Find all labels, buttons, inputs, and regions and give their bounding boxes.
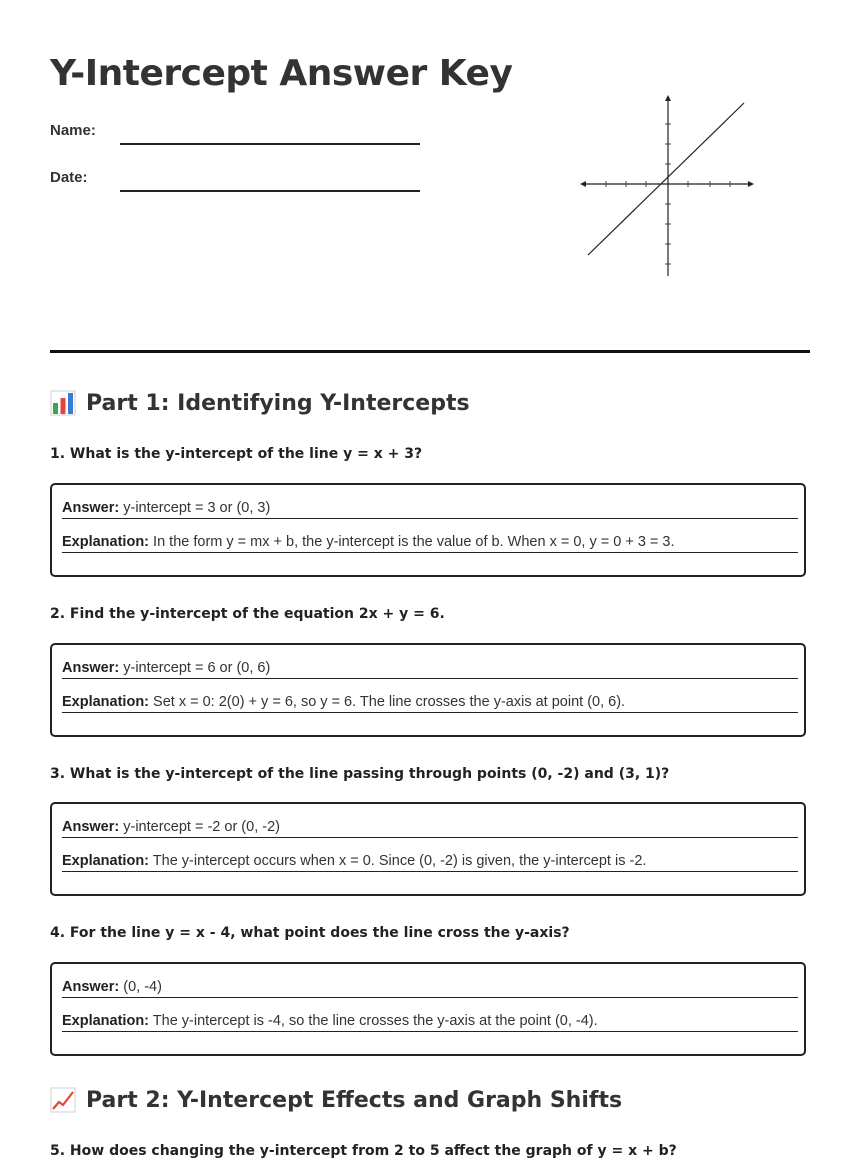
- explanation-row: [62, 534, 798, 553]
- question-5: 5. How does changing the y-intercept from 2 to 5 affect the graph of y = x + b?: [50, 1143, 677, 1159]
- answer-box-1: [50, 483, 806, 577]
- header-divider: [50, 350, 810, 353]
- explanation-text: Set x = 0: 2(0) + y = 6, so y = 6. The line crosses the y-axis at point (0, 6).: [153, 694, 626, 710]
- answer-row: [62, 500, 798, 519]
- answer-text: (0, -4): [123, 979, 162, 995]
- bar-chart-icon: [50, 390, 76, 416]
- explanation-label: Explanation:: [62, 853, 150, 869]
- answer-label: Answer:: [62, 660, 120, 676]
- question-4: 4. For the line y = x - 4, what point does the line cross the y-axis?: [50, 925, 570, 941]
- page-title: Y-Intercept Answer Key: [50, 53, 513, 94]
- explanation-row: [62, 1013, 798, 1032]
- section-title-part-1: [50, 390, 470, 416]
- answer-label: Answer:: [62, 819, 120, 835]
- answer-row: [62, 819, 798, 838]
- explanation-text: The y-intercept is -4, so the line crosses the y-axis at the point (0, -4).: [152, 1013, 598, 1029]
- explanation-text: In the form y = mx + b, the y-intercept is the value of b. When x = 0, y = 0 + 3 = 3.: [153, 534, 675, 550]
- section-title-text: Part 2: Y-Intercept Effects and Graph Shifts: [86, 1087, 623, 1113]
- line-chart-icon: [50, 1087, 76, 1113]
- explanation-row: [62, 694, 798, 713]
- answer-box-4: [50, 962, 806, 1056]
- date-field-line[interactable]: [120, 190, 420, 192]
- question-1: 1. What is the y-intercept of the line y = x + 3?: [50, 446, 423, 462]
- date-label: Date:: [50, 169, 88, 186]
- question-3: 3. What is the y-intercept of the line passing through points (0, -2) and (3, 1)?: [50, 766, 670, 782]
- answer-box-3: [50, 802, 806, 896]
- explanation-text: The y-intercept occurs when x = 0. Since (0, -2) is given, the y-intercept is -2.: [152, 853, 647, 869]
- answer-text: y-intercept = 6 or (0, 6): [123, 660, 271, 676]
- answer-label: Answer:: [62, 500, 120, 516]
- name-field-line[interactable]: [120, 143, 420, 145]
- answer-row: [62, 660, 798, 679]
- explanation-row: [62, 853, 798, 872]
- explanation-label: Explanation:: [62, 534, 150, 550]
- answer-label: Answer:: [62, 979, 120, 995]
- explanation-label: Explanation:: [62, 694, 150, 710]
- answer-text: y-intercept = -2 or (0, -2): [123, 819, 280, 835]
- section-title-text: Part 1: Identifying Y-Intercepts: [86, 390, 470, 416]
- answer-row: [62, 979, 798, 998]
- section-title-part-2: [50, 1087, 622, 1113]
- answer-text: y-intercept = 3 or (0, 3): [123, 500, 271, 516]
- question-2: 2. Find the y-intercept of the equation 2x + y = 6.: [50, 606, 445, 622]
- coordinate-graph-icon: [578, 92, 760, 280]
- name-label: Name:: [50, 122, 96, 139]
- answer-box-2: [50, 643, 806, 737]
- explanation-label: Explanation:: [62, 1013, 150, 1029]
